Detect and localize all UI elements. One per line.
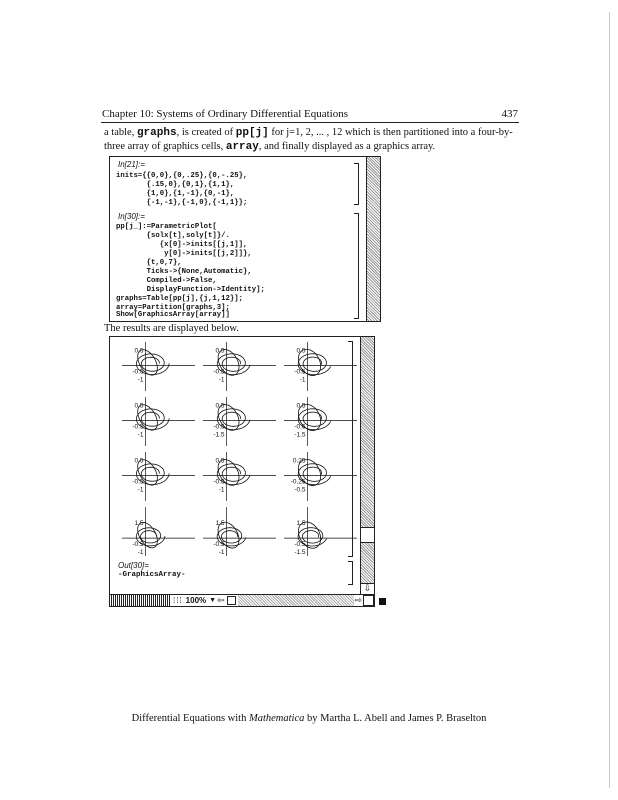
code-line: y[0]->inits[[j,2]]}, bbox=[116, 250, 252, 258]
tick-label: -0.5 bbox=[294, 368, 306, 376]
code-line: pp[j_]:=ParametricPlot[ bbox=[116, 223, 217, 231]
footer-text: Differential Equations with bbox=[131, 713, 249, 724]
code-line: Compiled->False, bbox=[116, 277, 217, 285]
chapter-title: Chapter 10: Systems of Ordinary Differential Equations bbox=[102, 108, 349, 120]
tick-label: 0.5 bbox=[215, 457, 225, 465]
page-header bbox=[102, 108, 518, 120]
code-line: {.15,0},{0,1},{1,1}, bbox=[116, 181, 235, 189]
tick-label: 0.5 bbox=[296, 402, 306, 410]
tick-label: 0.5 bbox=[215, 402, 225, 410]
tick-label: -0.5 bbox=[294, 486, 306, 494]
notebook-output-window bbox=[109, 336, 375, 596]
footer-text-2: by Martha L. Abell and James P. Braselton bbox=[304, 713, 487, 724]
intro-code-array: array bbox=[225, 141, 259, 153]
scroll-thumb[interactable] bbox=[361, 527, 374, 543]
in-label-21: In[21]:= bbox=[118, 160, 145, 169]
intro-text-1: a table, bbox=[104, 127, 137, 138]
code-line: array=Partition[graphs,3]; bbox=[116, 304, 230, 312]
tick-label: -1 bbox=[218, 486, 225, 494]
vertical-scrollbar[interactable] bbox=[366, 157, 380, 321]
tick-label: -0.5 bbox=[294, 423, 306, 431]
code-line: {x[0]->inits[[j,1]], bbox=[116, 241, 248, 249]
header-rule bbox=[101, 122, 519, 123]
horizontal-scrollbar[interactable] bbox=[238, 595, 355, 606]
cell-bracket[interactable] bbox=[348, 341, 353, 557]
tick-label: 0.25 bbox=[292, 457, 306, 465]
cell-bracket[interactable] bbox=[348, 561, 353, 585]
zoom-dropdown-icon[interactable]: ▼ bbox=[209, 597, 217, 604]
tick-label: -0.5 bbox=[132, 541, 144, 549]
code-line: {1,0},{1,-1},{0,-1}, bbox=[116, 190, 235, 198]
out-label: Out[30]= bbox=[118, 561, 149, 570]
page-number: 437 bbox=[501, 108, 518, 120]
status-hatch bbox=[110, 595, 170, 606]
code-line: DisplayFunction->Identity]; bbox=[116, 286, 265, 294]
intro-text-4: , and finally displayed as a graphics array. bbox=[258, 141, 436, 152]
footer-italic: Mathematica bbox=[248, 713, 305, 724]
end-of-example-square bbox=[379, 598, 386, 605]
notebook-input-window bbox=[109, 156, 381, 322]
tick-label: -0.5 bbox=[213, 368, 225, 376]
tick-label: -1 bbox=[218, 376, 225, 384]
tick-label: -0.5 bbox=[132, 478, 144, 486]
window-status-bar bbox=[109, 594, 375, 607]
tick-label: -1 bbox=[299, 376, 306, 384]
tick-label: -0.5 bbox=[132, 423, 144, 431]
tick-label: -1.5 bbox=[294, 431, 306, 439]
scroll-right-arrow-icon[interactable]: ⇨ bbox=[354, 595, 362, 606]
tick-label: -0.5 bbox=[132, 368, 144, 376]
intro-text-3: for j=1, 2, ... , 12 which is then partitioned into a four-by-three array of graphics cells, bbox=[104, 127, 513, 152]
tick-label: 1.5 bbox=[215, 520, 225, 528]
results-sentence: The results are displayed below. bbox=[104, 323, 239, 334]
cell-bracket[interactable] bbox=[354, 163, 359, 205]
code-line: {-1,-1},{-1,0},{-1,1}}; bbox=[116, 199, 248, 207]
intro-text-2: , is created of bbox=[176, 127, 236, 138]
tick-label: -0.5 bbox=[213, 541, 225, 549]
ruler-marks: ⁞⁞⁞ bbox=[173, 596, 183, 605]
intro-paragraph bbox=[104, 126, 516, 154]
page-edge-rule bbox=[609, 12, 610, 788]
tick-label: -0.25 bbox=[290, 478, 306, 486]
page-footer bbox=[0, 713, 618, 724]
graphics-array bbox=[118, 339, 361, 559]
code-line: Ticks->{None,Automatic}, bbox=[116, 268, 252, 276]
tick-label: -1 bbox=[137, 549, 144, 557]
vertical-scrollbar[interactable] bbox=[360, 337, 374, 595]
code-line: graphs=Table[pp[j],{j,1,12}]; bbox=[116, 295, 243, 303]
tick-label: -0.5 bbox=[294, 541, 306, 549]
tick-label: -1 bbox=[218, 549, 225, 557]
scroll-box[interactable] bbox=[227, 596, 236, 605]
tick-label: 0.5 bbox=[215, 347, 225, 355]
zoom-level[interactable]: 100% bbox=[185, 596, 207, 605]
tick-label: -0.5 bbox=[213, 423, 225, 431]
scroll-down-arrow-icon[interactable]: ⇩ bbox=[361, 583, 374, 595]
tick-label: -1 bbox=[137, 486, 144, 494]
cell-bracket[interactable] bbox=[354, 213, 359, 319]
tick-label: -1 bbox=[137, 376, 144, 384]
tick-label: -1.5 bbox=[294, 549, 306, 557]
tick-label: 0.5 bbox=[134, 347, 144, 355]
in-label-30: In[30]:= bbox=[118, 212, 145, 221]
code-line: inits={{0,0},{0,.25},{0,-.25}, bbox=[116, 172, 248, 180]
intro-code-graphs: graphs bbox=[136, 127, 177, 139]
tick-label: -1.5 bbox=[213, 431, 225, 439]
tick-label: -1 bbox=[137, 431, 144, 439]
code-line: Show[GraphicsArray[array]] bbox=[116, 311, 230, 319]
resize-box-icon[interactable] bbox=[363, 595, 374, 606]
tick-label: -0.5 bbox=[213, 478, 225, 486]
code-line: {solx[t],soly[t]}/. bbox=[116, 232, 230, 240]
intro-code-pp: pp[j] bbox=[235, 127, 269, 139]
tick-label: 0.5 bbox=[296, 347, 306, 355]
tick-label: 0.5 bbox=[134, 402, 144, 410]
out-value: -GraphicsArray- bbox=[118, 571, 186, 579]
tick-label: 0.5 bbox=[134, 457, 144, 465]
tick-label: 1.5 bbox=[134, 520, 144, 528]
code-line: {t,0,7}, bbox=[116, 259, 182, 267]
scroll-left-arrow-icon[interactable]: ⇦ bbox=[217, 595, 225, 606]
tick-label: 1.5 bbox=[296, 520, 306, 528]
